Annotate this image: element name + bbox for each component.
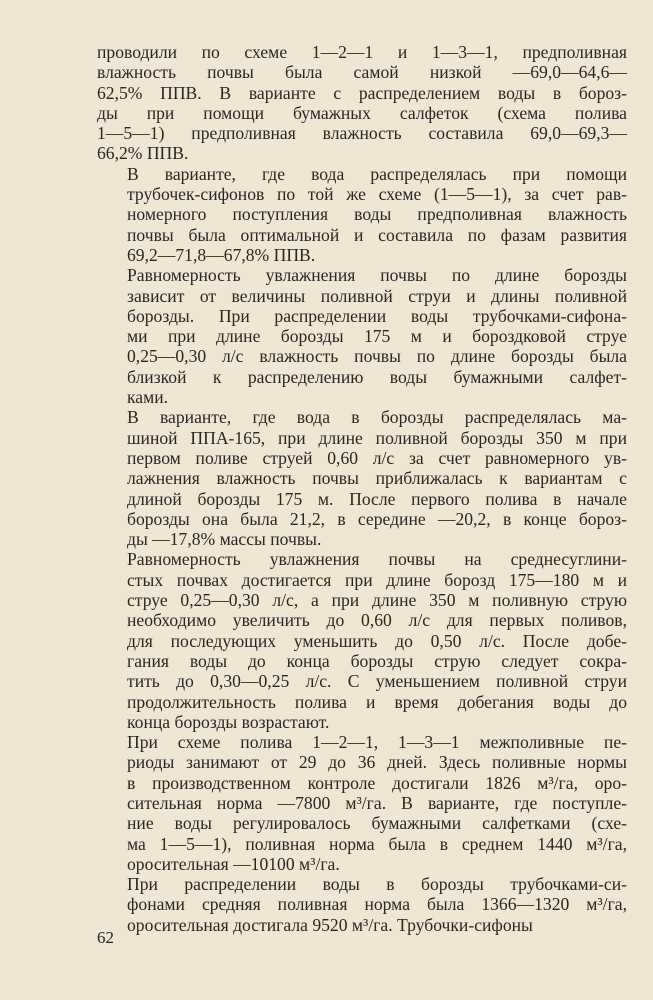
text-line: ми при длине борозды 175 м и бороздковой струе xyxy=(127,326,627,347)
text-line: гания воды до конца борозды струю следует сокра- xyxy=(127,650,627,671)
text-line: трубочек-сифонов по той же схеме (1—5—1), за счет рав- xyxy=(127,184,627,205)
text-line: 66,2% ППВ. xyxy=(97,143,189,164)
text-line: 69,2—71,8—67,8% ППВ. xyxy=(127,244,316,265)
text-line: 62,5% ППВ. В варианте с распределением воды в бороз- xyxy=(97,82,627,103)
text-line: влажность почвы была самой низкой —69,0—64,6— xyxy=(97,62,627,83)
text-line: близкой к распределению воды бумажными салфет- xyxy=(127,366,627,387)
text-line: 0,25—0,30 л/с влажность почвы по длине борозды была xyxy=(127,346,627,367)
text-line: тить до 0,30—0,25 л/с. С уменьшением поливной струи xyxy=(127,671,627,692)
text-line: сительная норма —7800 м³/га. В варианте, где поступле- xyxy=(127,792,627,813)
text-line: При схеме полива 1—2—1, 1—3—1 межполивные пе- xyxy=(127,732,627,753)
text-line: фонами средняя поливная норма была 1366—1320 м³/га, xyxy=(127,894,627,915)
body-text xyxy=(97,42,627,935)
text-line: ма 1—5—1), поливная норма была в среднем 1440 м³/га, xyxy=(127,833,627,854)
text-line: оросительная достигала 9520 м³/га. Трубочки-сифоны xyxy=(127,914,533,935)
paragraph xyxy=(97,549,627,732)
text-line: В варианте, где вода в борозды распределялась ма- xyxy=(127,407,627,428)
paragraph xyxy=(97,732,627,874)
text-line: номерного поступления воды предполивная влажность xyxy=(127,204,627,225)
text-line: лажнения влажность почвы приближалась к вариантам с xyxy=(127,468,627,489)
text-line: В варианте, где вода распределялась при помощи xyxy=(127,163,627,184)
text-line: ками. xyxy=(127,387,169,408)
paragraph xyxy=(97,265,627,407)
text-line: почвы была оптимальной и составила по фазам развития xyxy=(127,224,627,245)
text-line: стых почвах достигается при длине борозд 175—180 м и xyxy=(127,569,627,590)
text-line: проводили по схеме 1—2—1 и 1—3—1, предполивная xyxy=(97,42,627,62)
text-line: борозды. При распределении воды трубочками-сифона- xyxy=(127,305,627,326)
text-line: в производственном контроле достигали 1826 м³/га, оро- xyxy=(127,772,627,793)
paragraph xyxy=(97,874,627,935)
text-line: шиной ППА-165, при длине поливной борозды 350 м при xyxy=(127,427,627,448)
text-line: ды при помощи бумажных салфеток (схема полива xyxy=(97,102,627,123)
paragraph xyxy=(97,164,627,265)
text-line: длиной борозды 175 м. После первого полива в начале xyxy=(127,488,627,509)
text-line: ды —17,8% массы почвы. xyxy=(127,529,322,550)
text-line: борозды она была 21,2, в середине —20,2, в конце бороз- xyxy=(127,508,627,529)
text-line: оросительная —10100 м³/га. xyxy=(127,853,340,874)
text-line: ние воды регулировалось бумажными салфетками (схе- xyxy=(127,813,627,834)
text-line: Равномерность увлажнения почвы на среднесуглини- xyxy=(127,549,627,570)
page-number: 62 xyxy=(97,928,114,947)
text-line: продолжительность полива и время добегания воды до xyxy=(127,691,627,712)
paragraph xyxy=(97,42,627,164)
text-line: необходимо увеличить до 0,60 л/с для первых поливов, xyxy=(127,610,627,631)
text-line: Равномерность увлажнения почвы по длине борозды xyxy=(127,265,627,286)
text-line: При распределении воды в борозды трубочками-си- xyxy=(127,874,627,895)
text-line: риоды занимают от 29 до 36 дней. Здесь поливные нормы xyxy=(127,752,627,773)
text-line: зависит от величины поливной струи и длины поливной xyxy=(127,285,627,306)
text-line: первом поливе струей 0,60 л/с за счет равномерного ув- xyxy=(127,447,627,468)
paragraph xyxy=(97,407,627,549)
text-line: конца борозды возрастают. xyxy=(127,711,330,732)
text-line: струе 0,25—0,30 л/с, а при длине 350 м поливную струю xyxy=(127,590,627,611)
text-line: 1—5—1) предполивная влажность составила 69,0—69,3— xyxy=(97,123,627,144)
text-line: для последующих уменьшить до 0,50 л/с. После добе- xyxy=(127,630,627,651)
